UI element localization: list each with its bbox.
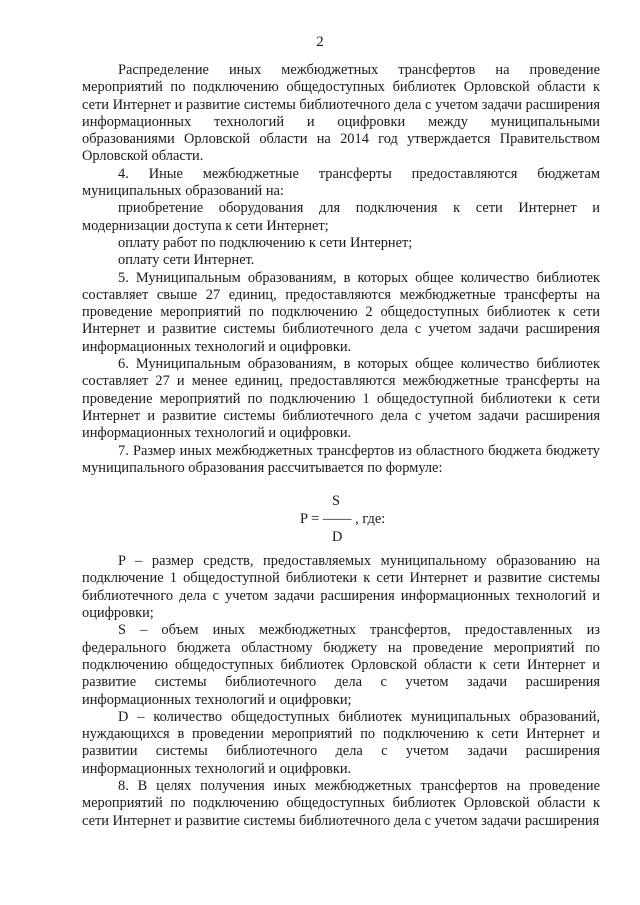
- formula-lhs: P = —— , где:: [300, 511, 386, 528]
- formula-denominator: D: [332, 529, 343, 546]
- paragraph-item-8: 8. В целях получения иных межбюджетных трансфертов на проведение мероприятий по подключению общедоступных библиотек Орловской области к сети Интернет и развитие системы библиотечного дела с учетом задачи расширения: [82, 777, 600, 829]
- paragraph-equipment: приобретение оборудования для подключения к сети Интернет и модернизации доступа к сети Интернет;: [82, 200, 600, 234]
- formula-numerator: S: [332, 493, 341, 510]
- paragraph-item-4: 4. Иные межбюджетные трансферты предоставляются бюджетам муниципальных образований на:: [82, 165, 600, 200]
- paragraph-item-7: 7. Размер иных межбюджетных трансфертов из областного бюджета бюджету муниципального образования рассчитывается по формуле:: [82, 442, 600, 476]
- paragraph-connection-payment: оплату работ по подключению к сети Интернет;: [118, 234, 413, 251]
- page-number: 2: [316, 34, 324, 50]
- definition-s: S – объем иных межбюджетных трансфертов, предоставленных из федерального бюджета областному бюджету на проведение мероприятий по подключению общедоступных библиотек Орловской области к сети Интернет и развитие системы библиотечного дела с учетом задачи расширения информационных технологий и оцифровки;: [82, 622, 600, 708]
- paragraph-distribution: Распределение иных межбюджетных трансфертов на проведение мероприятий по подключению общедоступных библиотек Орловской области к сети Интернет и развитие системы библиотечного дела с учетом задачи расширения информационных технологий и оцифровки между муниципальными образованиями Орловской области на 2014 год утверждается Правительством Орловской области.: [82, 62, 600, 165]
- paragraph-internet-payment: оплату сети Интернет.: [118, 252, 255, 269]
- document-body: [82, 62, 600, 830]
- definition-p: P – размер средств, предоставляемых муниципальному образованию на подключение 1 общедоступной библиотеки к сети Интернет и развитие системы библиотечного дела с учетом задачи расширения информационных технологий и оцифровки;: [82, 553, 600, 622]
- definition-d: D – количество общедоступных библиотек муниципальных образований, нуждающихся в проведении мероприятий по подключению к сети Интернет и развитии системы библиотечного дела с учетом задачи расширения информационных технологий и оцифровки.: [82, 708, 600, 777]
- paragraph-item-6: 6. Муниципальным образованиям, в которых общее количество библиотек составляет 27 и менее единиц, предоставляются межбюджетные трансферты на проведение мероприятий по подключению 1 общедоступной библиотеки к сети Интернет и развитие системы библиотечного дела с учетом задачи расширения информационных технологий и оцифровки.: [82, 356, 600, 442]
- formula: [82, 493, 600, 545]
- paragraph-item-5: 5. Муниципальным образованиям, в которых общее количество библиотек составляет свыше 27 единиц, предоставляются межбюджетные трансферты на проведение мероприятий по подключению 2 общедоступных библиотек к сети Интернет и развитие системы библиотечного дела с учетом задачи расширения информационных технологий и оцифровки.: [82, 269, 600, 355]
